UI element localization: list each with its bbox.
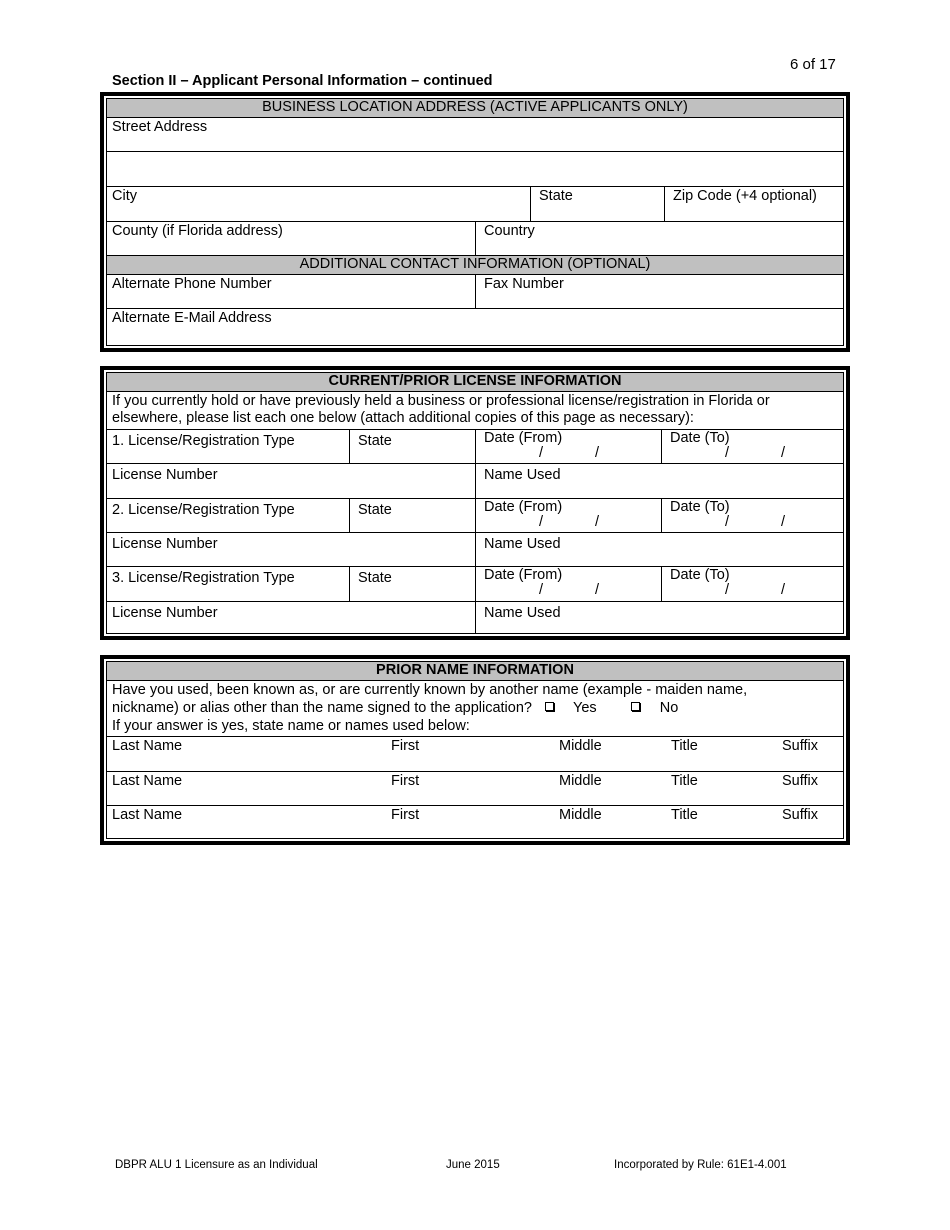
prior-name-row[interactable] xyxy=(107,772,843,806)
city-field[interactable] xyxy=(107,187,530,221)
zip-label: Zip Code (+4 optional) xyxy=(673,188,817,204)
county-field[interactable] xyxy=(107,222,475,255)
title-label: Title xyxy=(671,773,698,789)
additional-contact-header: ADDITIONAL CONTACT INFORMATION (OPTIONAL) xyxy=(107,256,843,275)
date-from-field[interactable] xyxy=(475,567,661,601)
date-from-field[interactable] xyxy=(475,499,661,532)
license-intro-line2: elsewhere, please list each one below (attach additional copies of this page as necessary): xyxy=(112,410,694,426)
name-used-field[interactable] xyxy=(475,602,843,634)
county-label: County (if Florida address) xyxy=(112,223,283,239)
first-name-label: First xyxy=(391,807,420,823)
zip-field[interactable] xyxy=(664,187,843,221)
license-info-header: CURRENT/PRIOR LICENSE INFORMATION xyxy=(107,373,843,392)
no-label: No xyxy=(659,700,679,716)
date-to-field[interactable] xyxy=(661,499,843,532)
license-type-field[interactable] xyxy=(107,567,349,601)
date-slash: / xyxy=(595,582,600,598)
country-field[interactable] xyxy=(475,222,843,255)
date-slash: / xyxy=(539,582,544,598)
date-slash: / xyxy=(725,582,730,598)
date-slash: / xyxy=(725,514,730,530)
name-used-field[interactable] xyxy=(475,533,843,566)
last-name-label: Last Name xyxy=(112,807,183,823)
middle-name-label: Middle xyxy=(559,773,602,789)
last-name-label: Last Name xyxy=(112,773,183,789)
date-from-label: Date (From) xyxy=(484,567,563,583)
first-name-label: First xyxy=(391,738,420,754)
license-entry-1 xyxy=(107,430,843,464)
business-location-box xyxy=(100,92,850,352)
prior-name-box xyxy=(100,655,850,845)
footer-date: June 2015 xyxy=(446,1159,500,1171)
prior-name-row[interactable] xyxy=(107,806,843,839)
prior-name-question xyxy=(107,681,843,737)
date-to-field[interactable] xyxy=(661,430,843,463)
alt-email-label: Alternate E-Mail Address xyxy=(112,310,272,326)
license-state-label: State xyxy=(358,502,392,518)
date-slash: / xyxy=(781,514,786,530)
prior-name-header: PRIOR NAME INFORMATION xyxy=(107,662,843,681)
footer-form-name: DBPR ALU 1 Licensure as an Individual xyxy=(115,1159,318,1171)
title-label: Title xyxy=(671,738,698,754)
license-type-field[interactable] xyxy=(107,430,349,463)
suffix-label: Suffix xyxy=(782,738,819,754)
license-number-label: License Number xyxy=(112,467,218,483)
page-number: 6 of 17 xyxy=(790,56,836,73)
fax-label: Fax Number xyxy=(484,276,564,292)
yes-checkbox[interactable] xyxy=(545,702,554,711)
license-state-label: State xyxy=(358,570,392,586)
date-slash: / xyxy=(539,445,544,461)
prior-name-instruction: If your answer is yes, state name or names used below: xyxy=(112,718,470,734)
license-type-label: 3. License/Registration Type xyxy=(112,570,295,586)
alt-email-field[interactable] xyxy=(107,309,843,345)
license-entry-3 xyxy=(107,567,843,602)
license-entry-2 xyxy=(107,499,843,533)
country-label: Country xyxy=(484,223,535,239)
street-address-field[interactable] xyxy=(107,118,843,152)
license-number-label: License Number xyxy=(112,605,218,621)
alt-phone-field[interactable] xyxy=(107,275,475,308)
middle-name-label: Middle xyxy=(559,738,602,754)
business-location-header: BUSINESS LOCATION ADDRESS (ACTIVE APPLICANTS ONLY) xyxy=(107,99,843,118)
date-slash: / xyxy=(781,582,786,598)
state-field[interactable] xyxy=(530,187,664,221)
no-checkbox[interactable] xyxy=(631,702,640,711)
license-state-field[interactable] xyxy=(349,499,475,532)
license-state-label: State xyxy=(358,433,392,449)
license-state-field[interactable] xyxy=(349,430,475,463)
title-label: Title xyxy=(671,807,698,823)
prior-name-row[interactable] xyxy=(107,737,843,772)
license-type-label: 2. License/Registration Type xyxy=(112,502,295,518)
name-used-label: Name Used xyxy=(484,467,561,483)
name-used-field[interactable] xyxy=(475,464,843,498)
state-label: State xyxy=(539,188,573,204)
license-type-label: 1. License/Registration Type xyxy=(112,433,295,449)
date-slash: / xyxy=(539,514,544,530)
prior-name-question-line2: nickname) or alias other than the name signed to the application? xyxy=(112,700,532,716)
middle-name-label: Middle xyxy=(559,807,602,823)
fax-field[interactable] xyxy=(475,275,843,308)
prior-name-question-line1: Have you used, been known as, or are currently known by another name (example - maiden name, xyxy=(112,682,748,698)
date-to-field[interactable] xyxy=(661,567,843,601)
last-name-label: Last Name xyxy=(112,738,183,754)
date-slash: / xyxy=(595,445,600,461)
date-slash: / xyxy=(781,445,786,461)
date-to-label: Date (To) xyxy=(670,430,730,446)
suffix-label: Suffix xyxy=(782,773,819,789)
first-name-label: First xyxy=(391,773,420,789)
license-intro-line1: If you currently hold or have previously held a business or professional license/registration in Florida or xyxy=(112,393,770,409)
date-slash: / xyxy=(725,445,730,461)
license-number-field[interactable] xyxy=(107,602,475,634)
footer-rule: Incorporated by Rule: 61E1-4.001 xyxy=(614,1159,787,1171)
name-used-label: Name Used xyxy=(484,536,561,552)
license-type-field[interactable] xyxy=(107,499,349,532)
date-slash: / xyxy=(595,514,600,530)
city-label: City xyxy=(112,188,137,204)
alt-phone-label: Alternate Phone Number xyxy=(112,276,272,292)
name-used-label: Name Used xyxy=(484,605,561,621)
date-from-label: Date (From) xyxy=(484,430,563,446)
section-title: Section II – Applicant Personal Information – continued xyxy=(112,73,493,89)
license-info-box xyxy=(100,366,850,640)
date-to-label: Date (To) xyxy=(670,499,730,515)
license-intro xyxy=(107,392,843,430)
yes-label: Yes xyxy=(573,700,597,716)
date-from-label: Date (From) xyxy=(484,499,563,515)
license-number-field[interactable] xyxy=(107,464,475,498)
suffix-label: Suffix xyxy=(782,807,819,823)
street-address-label: Street Address xyxy=(112,119,208,135)
license-state-field[interactable] xyxy=(349,567,475,601)
date-to-label: Date (To) xyxy=(670,567,730,583)
date-from-field[interactable] xyxy=(475,430,661,463)
license-number-field[interactable] xyxy=(107,533,475,566)
license-number-label: License Number xyxy=(112,536,218,552)
street-address-line2-field[interactable] xyxy=(107,152,843,187)
